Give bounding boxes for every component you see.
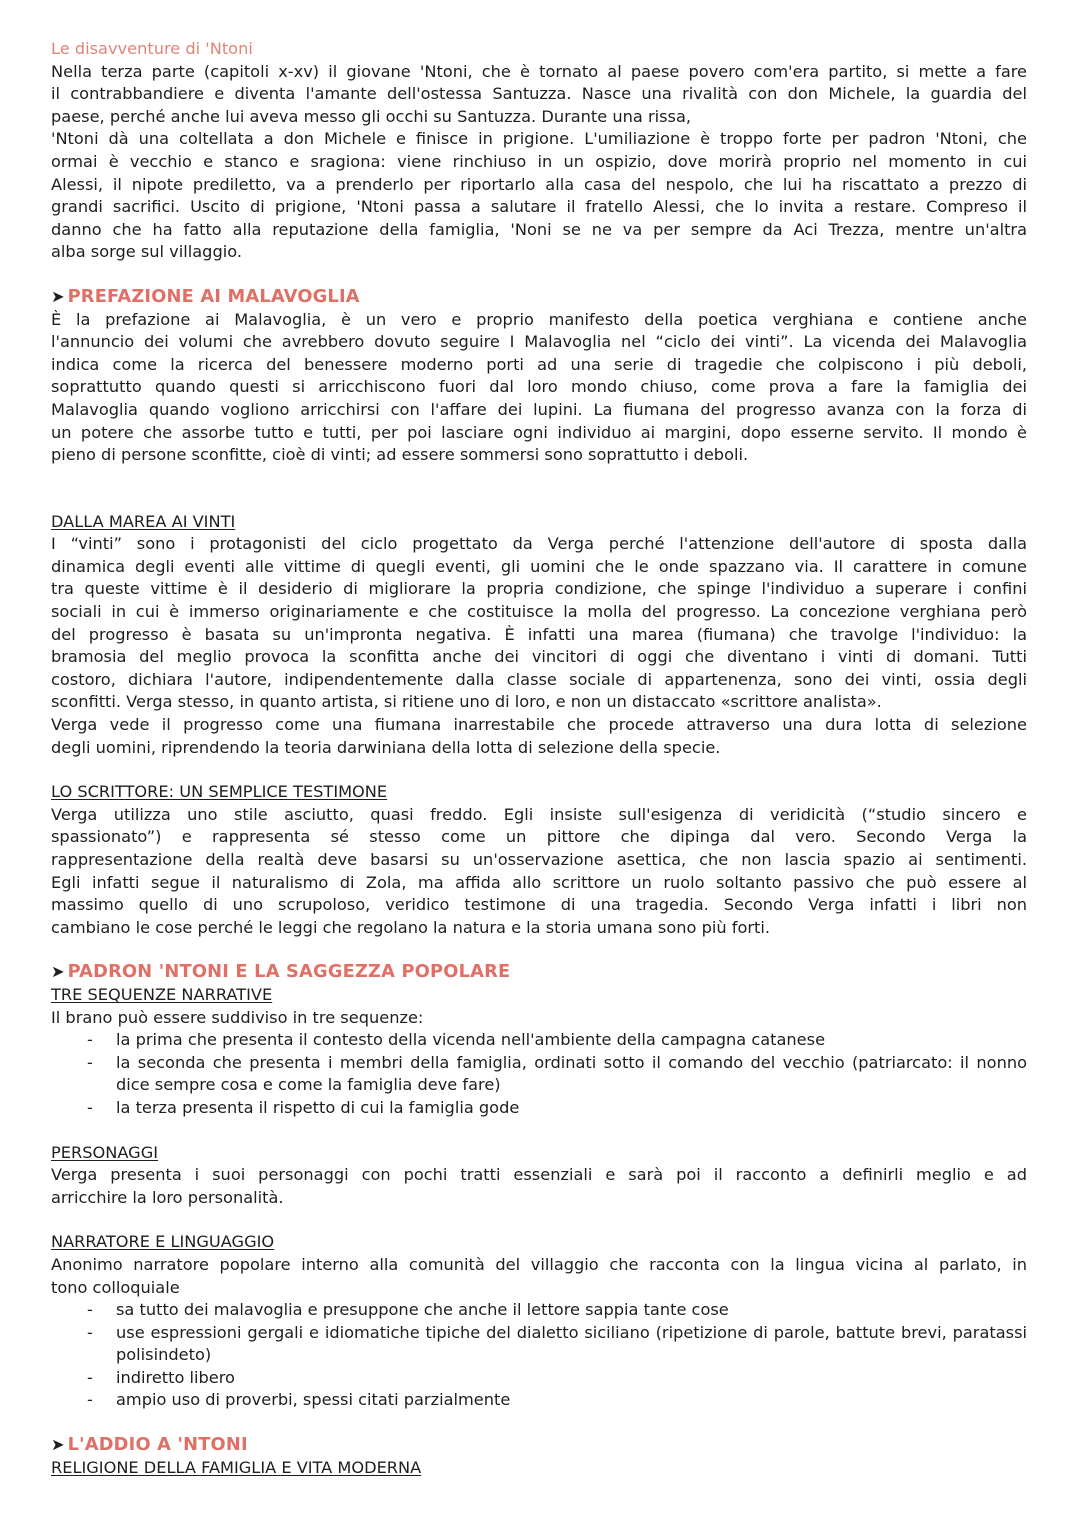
- text-line: È la prefazione ai Malavoglia, è un vero e proprio manifesto della poetica verghiana e contiene anche: [51, 309, 1027, 329]
- section-heading: [51, 286, 1027, 309]
- arrow-icon: ➤: [51, 286, 65, 306]
- section-disavventure: [51, 38, 1027, 264]
- text-line: pieno di persone sconfitte, cioè di vinti; ad essere sommersi sono soprattutto i deboli.: [51, 445, 749, 465]
- text-line: tono colloquiale: [51, 1277, 180, 1297]
- list-item: - la prima che presenta il contesto della vicenda nell'ambiente della campagna catanese: [87, 1029, 1027, 1052]
- section-scrittore: [51, 781, 1027, 939]
- text-line: rappresentazione della realtà deve basarsi su un'osservazione asettica, che non lascia spazio ai sentimenti.: [51, 850, 1027, 869]
- list-item: - use espressioni gergali e idiomatiche tipiche del dialetto siciliano (ripetizione di parole, battute brevi, paratassi polisindeto): [87, 1322, 1027, 1367]
- text-line: Verga vede il progresso come una fiumana inarrestabile che procede attraverso una dura lotta di selezione: [51, 715, 1027, 735]
- paragraph: [51, 1254, 1027, 1299]
- section-marea: [51, 511, 1027, 760]
- section-narratore: [51, 1231, 1027, 1412]
- text-line: tra queste vittime è il desiderio di migliorare la propria condizione, che spinge l'individuo a superare i confini: [51, 579, 1027, 599]
- text-line: Nella terza parte (capitoli x-xv) il giovane 'Ntoni, che è tornato al paese povero com'era partito, si mette a fare: [51, 61, 1027, 81]
- section-heading: [51, 1434, 1027, 1457]
- text-line: massimo quello di uno scrupoloso, veridico testimone di una tragedia. Secondo Verga infatti i libri non: [51, 895, 1027, 915]
- text-line: Alessi, il nipote prediletto, va a prenderlo per riportarlo alla casa del nespolo, che lui ha riscattato a prezzo di: [51, 174, 1027, 194]
- section-personaggi: [51, 1142, 1027, 1210]
- paragraph: [51, 309, 1027, 467]
- section-title: LO SCRITTORE: UN SEMPLICE TESTIMONE: [51, 782, 388, 802]
- text-line: del progresso è basata su un'impronta negativa. È infatti una marea (fiumana) che travolge l'individuo: la: [51, 624, 1027, 644]
- section-title: PADRON 'NTONI E LA SAGGEZZA POPOLARE: [67, 961, 511, 983]
- text-line: sconfitti. Verga stesso, in quanto artista, si ritiene uno di loro, e non un distaccato «scrittore analista».: [51, 692, 882, 712]
- text-line: Malavoglia quando vogliono arricchirsi con l'affare dei lupini. La fiumana del progresso avanza con la forza di: [51, 399, 1027, 419]
- text-line: indica come la ricerca del benessere moderno porti ad una serie di tragedie che colpiscono i più deboli,: [51, 354, 1027, 374]
- text-line: spassionato”) e rappresenta sé stesso come un pittore che dipinga dal vero. Secondo Verga la: [51, 827, 1027, 847]
- paragraph: [51, 1164, 1027, 1209]
- arrow-icon: ➤: [51, 962, 65, 982]
- section-heading: [51, 961, 1027, 984]
- text-line: soprattutto quando questi si arricchiscono fuori dal loro mondo chiuso, come prova a fare la famiglia dei: [51, 377, 1027, 397]
- section-padron-ntoni: [51, 961, 1027, 1119]
- subsection-title: TRE SEQUENZE NARRATIVE: [51, 984, 273, 1004]
- text-line: arricchire la loro personalità.: [51, 1187, 284, 1207]
- section-title: Le disavventure di 'Ntoni: [51, 39, 253, 58]
- section-title: L'ADDIO A 'NTONI: [67, 1434, 248, 1456]
- section-title: PREFAZIONE AI MALAVOGLIA: [67, 285, 360, 307]
- text-line: l'annuncio dei volumi che avrebbero dovuto seguire I Malavoglia nel “ciclo dei vinti”. La vicenda dei Malavoglia: [51, 332, 1027, 352]
- text-line: Verga utilizza uno stile asciutto, quasi freddo. Egli insiste sull'esigenza di veridicità (“studio sincero e: [51, 804, 1027, 824]
- text-line: paese, perché anche lui aveva messo gli occhi su Santuzza. Durante una rissa,: [51, 106, 692, 126]
- text-line: dinamica degli eventi alle vittime di quegli eventi, gli uomini che le onde spazzano via. Il carattere in comune: [51, 556, 1027, 576]
- list-item: - la seconda che presenta i membri della famiglia, ordinati sotto il comando del vecchio (patriarcato: il nonno dice sempre cosa e come la famiglia deve fare): [87, 1052, 1027, 1097]
- paragraph: Il brano può essere suddiviso in tre sequenze:: [51, 1007, 424, 1027]
- text-line: costoro, dichiara l'autore, indipendentemente dalla classe sociale di appartenenza, sono dei vinti, ossia degli: [51, 669, 1027, 689]
- text-line: degli uomini, riprendendo la teoria darwiniana della lotta di selezione della specie.: [51, 737, 721, 757]
- text-line: cambiano le cose perché le leggi che regolano la natura e la storia umana sono più forti.: [51, 917, 770, 937]
- feature-list: [51, 1299, 1027, 1412]
- section-title: DALLA MAREA AI VINTI: [51, 511, 236, 531]
- arrow-icon: ➤: [51, 1435, 65, 1455]
- subsection-title: RELIGIONE DELLA FAMIGLIA E VITA MODERNA: [51, 1457, 422, 1477]
- paragraph: [51, 61, 1027, 264]
- text-line: I “vinti” sono i protagonisti del ciclo progettato da Verga perché l'attenzione dell'autore di sposta dalla: [51, 534, 1027, 554]
- text-line: il contrabbandiere e diventa l'amante dell'ostessa Santuzza. Nasce una rivalità con don Michele, la guardia del: [51, 84, 1027, 104]
- text-line: danno che ha fatto alla reputazione della famiglia, 'Noni se ne va per sempre da Aci Trezza, mentre un'altra: [51, 219, 1027, 239]
- list-item: - ampio uso di proverbi, spessi citati parzialmente: [87, 1389, 1027, 1412]
- text-line: un potere che assorbe tutto e tutti, per poi lasciare ogni individuo ai margini, dopo esserne servito. Il mondo è: [51, 422, 1027, 442]
- text-line: bramosia del meglio provoca la sconfitta anche dei vincitori di oggi che diventano i vinti di domani. Tutti: [51, 647, 1027, 667]
- text-line: 'Ntoni dà una coltellata a don Michele e finisce in prigione. L'umiliazione è troppo forte per padron 'Ntoni, che: [51, 129, 1027, 149]
- sequence-list: [51, 1029, 1027, 1119]
- section-prefazione: [51, 286, 1027, 467]
- text-line: Verga presenta i suoi personaggi con pochi tratti essenziali e sarà poi il racconto a definirli meglio e ad: [51, 1165, 1027, 1185]
- section-title: NARRATORE E LINGUAGGIO: [51, 1232, 275, 1252]
- list-item: - sa tutto dei malavoglia e presuppone che anche il lettore sappia tante cose: [87, 1299, 1027, 1322]
- text-line: ormai è vecchio e stanco e sragiona: viene rinchiuso in un ospizio, dove morirà proprio nel momento in cui: [51, 151, 1027, 171]
- section-addio: [51, 1434, 1027, 1479]
- list-item: - la terza presenta il rispetto di cui la famiglia gode: [87, 1097, 1027, 1120]
- text-line: alba sorge sul villaggio.: [51, 242, 242, 262]
- section-title: PERSONAGGI: [51, 1142, 159, 1162]
- text-line: grandi sacrifici. Uscito di prigione, 'Ntoni passa a salutare il fratello Alessi, che lo invita a restare. Compreso il: [51, 197, 1027, 217]
- paragraph: [51, 533, 1027, 759]
- list-item: - indiretto libero: [87, 1367, 1027, 1390]
- text-line: Egli infatti segue il naturalismo di Zola, ma affida allo scrittore un ruolo soltanto passivo che può essere al: [51, 872, 1027, 892]
- paragraph: [51, 804, 1027, 940]
- text-line: Anonimo narratore popolare interno alla comunità del villaggio che racconta con la lingua vicina al parlato, in: [51, 1254, 1027, 1274]
- text-line: sociali in cui è immerso originariamente e che costituisce la molla del progresso. La concezione verghiana però: [51, 602, 1027, 622]
